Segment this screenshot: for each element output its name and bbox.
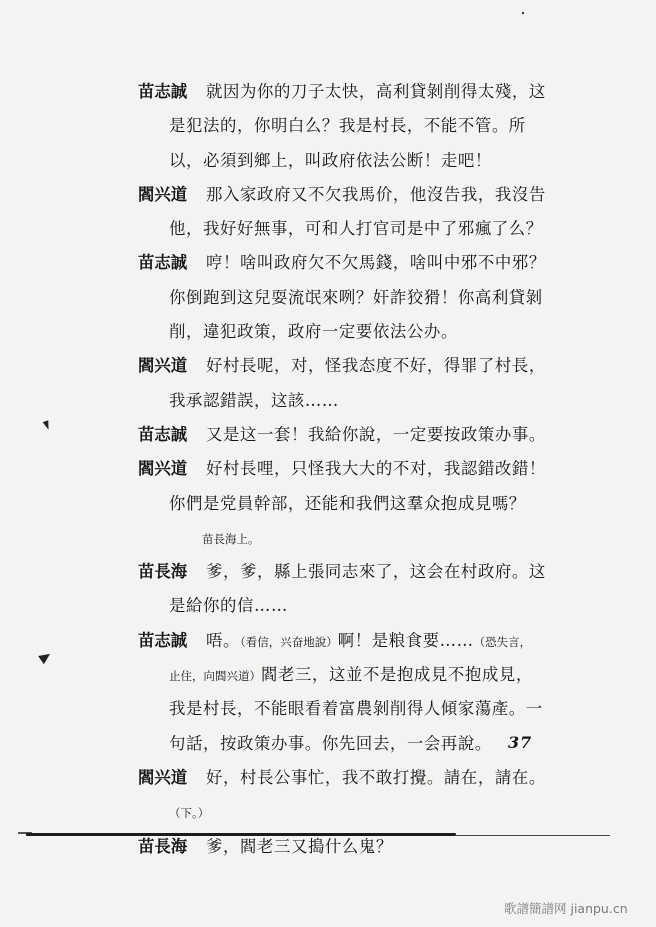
script-line: [138, 75, 578, 109]
bottom-rule: [26, 833, 456, 836]
speaker-name: 閻兴道: [138, 356, 188, 376]
dialogue-text: 就因为你的刀子太快，高利貸剝削得太殘，这: [206, 82, 546, 101]
dialogue-text: 你倒跑到这兒耍流氓來咧？奸詐狡猾！你高利貸剝: [169, 287, 543, 307]
dialogue-text: 哼！啥叫政府欠不欠馬錢，啥叫中邪不中邪？: [206, 253, 546, 273]
dialogue-text: 以，必須到鄉上，叫政府依法公断！走吧！: [169, 150, 492, 170]
dialogue-text: 爹，閻老三又搗什么鬼？: [206, 836, 393, 856]
script-line: [138, 487, 578, 521]
script-line: [138, 692, 578, 726]
script-line: [138, 281, 578, 315]
script-line: [138, 589, 578, 623]
dialogue-text: 我是村長，不能眼看着富農剝削得人傾家蕩產。一: [169, 699, 543, 719]
script-line: [138, 144, 578, 178]
script-line: [138, 452, 578, 486]
dialogue-text: 削，違犯政策，政府一定要依法公办。: [169, 322, 458, 342]
stage-direction-line: [138, 521, 578, 555]
margin-mark-icon: [38, 650, 53, 665]
dialogue-text: 啊！是粮食要……: [337, 630, 474, 650]
script-line: [138, 761, 578, 795]
dialogue-text: 爹，爹，縣上張同志來了，这会在村政府。这: [206, 562, 546, 582]
script-line: [138, 246, 578, 280]
stage-direction-line: [138, 795, 578, 829]
script-line: [138, 384, 578, 418]
dialogue-text: 那入家政府又不欠我馬价，他沒告我，我沒告: [206, 184, 546, 204]
dialogue-text: 他，我好好無事，可和人打官司是中了邪瘋了么？: [169, 219, 543, 239]
page-number: 37: [508, 733, 533, 752]
speaker-name: 閻兴道: [138, 767, 188, 787]
script-line: [138, 109, 578, 143]
script-line: [138, 658, 578, 692]
inline-stage-direction: （看信，兴奋地說）: [239, 634, 338, 649]
script-line: [138, 349, 578, 383]
dialogue-text: 你們是党員幹部，还能和我們这羣众抱成見嗎？: [169, 493, 526, 513]
stage-direction: （下。）: [169, 806, 210, 821]
dialogue-text: 是犯法的，你明白么？我是村長，不能不管。所: [169, 116, 526, 136]
inline-stage-direction: 止住，向閻兴道）: [169, 669, 261, 684]
speaker-name: 苗志誠: [138, 82, 188, 101]
speaker-name: 苗長海: [138, 836, 188, 856]
scan-speck: [522, 12, 524, 14]
inline-stage-direction: （恐失言，: [473, 634, 532, 649]
speaker-name: 苗志誠: [138, 630, 188, 650]
margin-mark-icon: [43, 420, 52, 431]
dialogue-text: 閻老三，这並不是抱成見不抱成見，: [261, 665, 533, 685]
script-line: [138, 418, 578, 452]
site-watermark: 歌譜簡譜网 jianpu.cn: [504, 901, 628, 916]
dialogue-text: 好村長哩，只怪我大大的不对，我認錯改錯！: [206, 459, 546, 479]
bottom-rule-thin: [456, 835, 610, 836]
speaker-name: 苗志誠: [138, 253, 188, 273]
dialogue-text: 我承認錯誤，这該……: [169, 390, 339, 410]
speaker-name: 閻兴道: [138, 459, 188, 479]
script-line: [138, 624, 578, 658]
speaker-name: 閻兴道: [138, 184, 188, 204]
dialogue-text: 唔。: [206, 630, 240, 650]
dialogue-text: 是給你的信……: [169, 596, 288, 616]
dialogue-text: 好村長呢，对，怪我态度不好，得罪了村長，: [206, 356, 546, 376]
dialogue-text: 又是这一套！我給你說，一定要按政策办事。: [206, 424, 546, 444]
script-line: [138, 555, 578, 589]
script-line: [138, 315, 578, 349]
dialogue-text: 句話，按政策办事。你先回去，一会再說。: [169, 733, 492, 753]
dialogue-text: 好，村長公事忙，我不敢打攪。請在，請在。: [206, 767, 546, 787]
stage-direction: 苗長海上。: [202, 531, 260, 546]
script-line: [138, 178, 578, 212]
speaker-name: 苗長海: [138, 562, 188, 582]
script-line: [138, 212, 578, 246]
speaker-name: 苗志誠: [138, 424, 188, 444]
